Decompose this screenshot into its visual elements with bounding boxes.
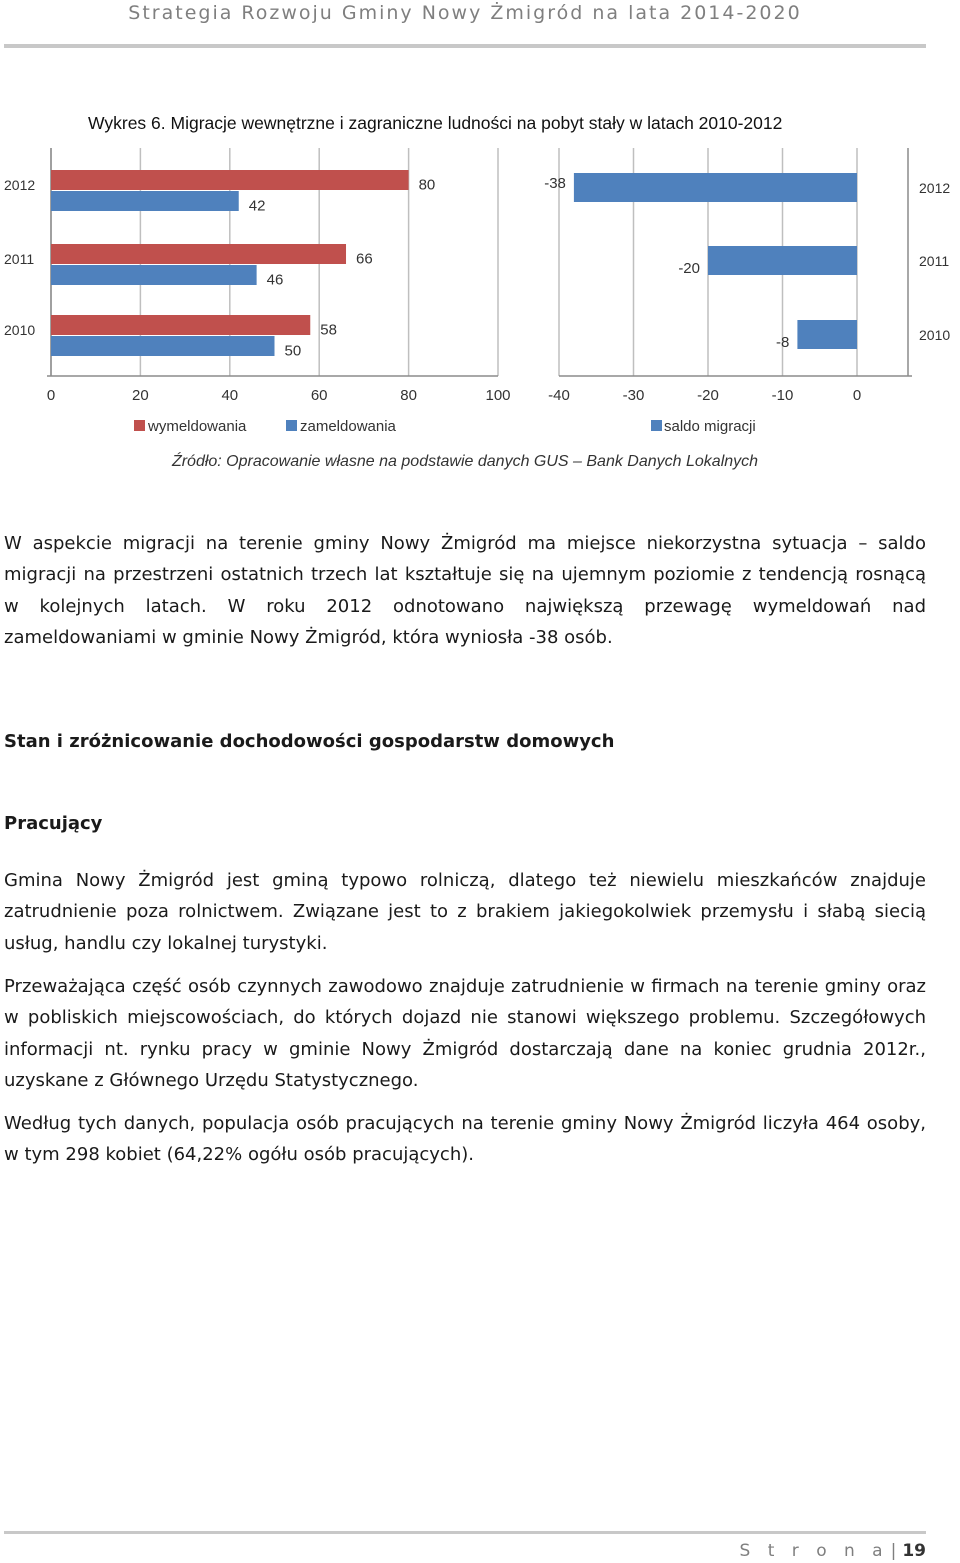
paragraph-migration: W aspekcie migracji na terenie gminy Nowy Żmigród ma miejsce niekorzystna sytuacja – saldo migracji na przestrzeni ostatnich trzech lat kształtuje się na ujemnym poziomie z tendencją rosnącą w kolejnych latach. W roku 2012 odnotowano największą przewagę wymeldowań nad zameldowaniami w gminie Nowy Żmigród, która wyniosła -38 osób. — [4, 533, 926, 648]
data-label-saldo: -38 — [544, 175, 566, 192]
bar-zameldowania — [51, 265, 257, 285]
data-label-zameldowania: 50 — [284, 342, 302, 360]
x-tick-right: -40 — [548, 387, 570, 404]
x-tick-right: -30 — [622, 387, 645, 404]
y-category-left: 2011 — [4, 251, 35, 267]
data-label-wymeldowania: 80 — [418, 176, 436, 194]
section-heading-employed: Pracujący — [4, 813, 103, 834]
y-category-right: 2012 — [919, 180, 951, 196]
data-label-zameldowania: 46 — [266, 271, 284, 289]
page-footer — [740, 1541, 926, 1561]
legend-swatch-zameldowania — [286, 420, 297, 431]
section-heading-income: Stan i zróżnicowanie dochodowości gospodarstw domowych — [4, 731, 615, 752]
x-tick-left: 80 — [400, 387, 417, 404]
data-label-saldo: -20 — [678, 260, 700, 277]
x-tick-left: 0 — [46, 387, 56, 404]
data-label-wymeldowania: 58 — [320, 321, 337, 339]
page-number: 19 — [902, 1541, 926, 1561]
bar-zameldowania — [51, 336, 275, 356]
paragraph-employment-1: Gmina Nowy Żmigród jest gminą typowo rolniczą, dlatego też niewielu mieszkańców znajduje zatrudnienie poza rolnictwem. Związane jest to z brakiem jakiegokolwiek przemysłu i słabą siecią usług, handlu czy lokalnej turystyki. — [4, 870, 926, 954]
legend-swatch-saldo — [651, 420, 662, 431]
bar-saldo-migracji — [797, 320, 857, 349]
paragraph-employment-2: Przeważająca część osób czynnych zawodowo znajduje zatrudnienie w firmach na terenie gminy oraz w pobliskich miejscowościach, do których dojazd nie stanowi większego problemu. Szczegółowych informacji nt. rynku pracy w gminie Nowy Żmigród dostarczają dane na koniec grudnia 2012r., uzyskane z Głównego Urzędu Statystycznego. — [4, 976, 926, 1091]
chart-source: Źródło: Opracowanie własne na podstawie danych GUS – Bank Danych Lokalnych — [171, 453, 759, 470]
bar-wymeldowania — [51, 315, 310, 335]
x-tick-right: -10 — [771, 387, 794, 404]
y-category-left: 2010 — [4, 322, 36, 338]
running-header: Strategia Rozwoju Gminy Nowy Żmigród na lata 2014-2020 — [128, 2, 802, 24]
x-tick-right: -20 — [697, 387, 719, 404]
data-label-saldo: -8 — [776, 334, 790, 351]
paragraph-employment-3: Według tych danych, populacja osób pracujących na terenie gminy Nowy Żmigród liczyła 464 osoby, w tym 298 kobiet (64,22% ogółu osób pracujących). — [4, 1113, 926, 1166]
x-tick-left: 100 — [485, 387, 511, 404]
header-divider — [4, 44, 926, 48]
legend-label-saldo: saldo migracji — [664, 418, 756, 435]
x-tick-left: 60 — [310, 387, 328, 404]
y-category-right: 2010 — [919, 327, 951, 343]
bar-saldo-migracji — [708, 246, 857, 275]
x-tick-left: 20 — [132, 387, 149, 404]
x-tick-right: 0 — [852, 387, 862, 404]
migration-chart — [0, 140, 960, 440]
footer-separator: | — [890, 1541, 897, 1561]
data-label-wymeldowania: 66 — [356, 250, 373, 268]
y-category-left: 2012 — [4, 177, 36, 193]
footer-divider — [4, 1531, 926, 1534]
x-tick-left: 40 — [221, 387, 239, 404]
bar-saldo-migracji — [574, 173, 857, 202]
page-label: S t r o n a — [739, 1541, 889, 1561]
bar-zameldowania — [51, 191, 239, 211]
legend-label-zameldowania: zameldowania — [300, 418, 396, 435]
chart-title: Wykres 6. Migracje wewnętrzne i zagraniczne ludności na pobyt stały w latach 2010-2012 — [88, 113, 783, 133]
data-label-zameldowania: 42 — [248, 197, 266, 215]
legend-swatch-wymeldowania — [134, 420, 145, 431]
y-category-right: 2011 — [919, 253, 950, 269]
bar-wymeldowania — [51, 170, 409, 190]
legend-label-wymeldowania: wymeldowania — [148, 418, 247, 435]
bar-wymeldowania — [51, 244, 346, 264]
